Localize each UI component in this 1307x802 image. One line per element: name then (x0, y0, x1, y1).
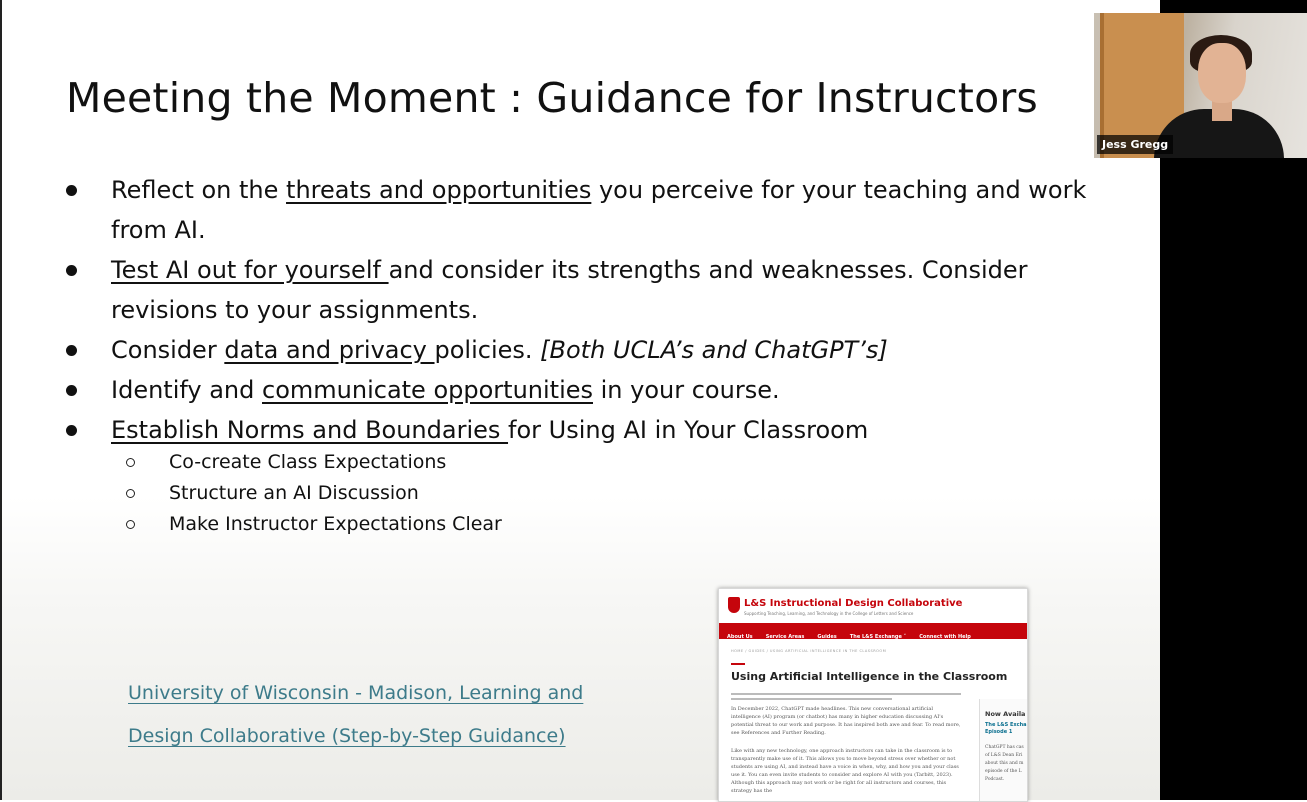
thumb-paragraph-2: Like with any new technology, one approach instructors can take in the classroom is to transparently make use of it. This allows you to move beyond stress over whether or not students are using AI, and instead have a voice in when, why, and how you and your class use it. You can even invite students to consider and explore AI with you (Tarbitt, 2023). Although this approach may not work or be right for all instructors and courses, this strategy has the (731, 748, 959, 794)
thumb-nav-item: Connect with Help (919, 634, 971, 640)
bullet-list (66, 170, 1126, 450)
thumb-nav-item: Service Areas (765, 634, 805, 640)
sub-bullet-text: Make Instructor Expectations Clear (169, 513, 502, 535)
bullet-text: you perceive for your teaching and work from AI. (111, 176, 1087, 244)
bullet-item (66, 410, 1126, 450)
thumb-sidebar-title: Now Availa (985, 710, 1026, 718)
thumb-paragraph-1: In December 2022, ChatGPT made headlines. This new conversational artificial intelligence (AI) program (or chatbot) has many in higher education discussing AI's potential threat to our work and purpose. It has inspired both awe and fear. To read more, see References and Further Reading. (731, 706, 961, 736)
bullet-italic-note: [Both UCLA’s and ChatGPT’s] (540, 336, 888, 364)
sub-bullet-text: Structure an AI Discussion (169, 482, 419, 504)
uw-link-line2[interactable]: Design Collaborative (Step-by-Step Guidance) (128, 725, 566, 747)
thumb-page-title: Using Artificial Intelligence in the Classroom (731, 670, 1008, 683)
thumb-author-lines (731, 693, 961, 703)
thumb-sidebar-link: The L&S Excha Episode 1 (985, 722, 1027, 735)
thumb-nav-item: About Us (727, 634, 753, 640)
bullet-text: and consider its strengths and weaknesses. Consider revisions to your assignments. (111, 256, 1028, 324)
thumb-nav-item: The L&S Exchange ˅ (849, 634, 907, 640)
uw-madison-guidance-link[interactable] (128, 672, 688, 758)
bullet-dot (66, 345, 77, 356)
thumb-sidebar-text: ChatGPT has cas of L&S Dean Eri about this and m episode of the L Podcast. (985, 745, 1024, 782)
bullet-item (66, 330, 1126, 370)
sub-bullet-list (126, 447, 502, 540)
sub-bullet-circle (126, 520, 135, 529)
uw-link-line1[interactable]: University of Wisconsin - Madison, Learning and (128, 682, 584, 704)
test-ai-link[interactable]: Test AI out for yourself (111, 256, 389, 284)
bullet-item (66, 250, 1126, 330)
bullet-text: Reflect on the (111, 176, 287, 204)
thumb-brand: L&S Instructional Design Collaborative (744, 598, 963, 609)
slide-title: Meeting the Moment : Guidance for Instructors (66, 74, 1038, 122)
sub-bullet-text: Co-create Class Expectations (169, 451, 447, 473)
participant-video-tile[interactable] (1094, 13, 1307, 158)
thumb-accent-line (731, 663, 745, 665)
thumb-nav (719, 623, 1027, 639)
participant-name-label: Jess Gregg (1097, 135, 1173, 154)
thumb-header (719, 589, 1027, 623)
bullet-item (66, 170, 1126, 250)
bullet-dot (66, 185, 77, 196)
sub-bullet-item (126, 478, 502, 509)
sub-bullet-item (126, 509, 502, 540)
data-privacy-link[interactable]: data and privacy (224, 336, 435, 364)
bullet-text: for Using AI in Your Classroom (508, 416, 869, 444)
bullet-dot (66, 265, 77, 276)
threats-opportunities-link[interactable]: threats and opportunities (286, 176, 592, 204)
sub-bullet-circle (126, 489, 135, 498)
bullet-text: in your course. (593, 376, 780, 404)
bullet-text: Identify and (111, 376, 263, 404)
bullet-dot (66, 425, 77, 436)
bullet-item (66, 370, 1126, 410)
uw-crest-icon (728, 597, 740, 613)
bullet-text: policies. (434, 336, 541, 364)
bullet-text: Consider (111, 336, 225, 364)
thumb-nav-item: Guides (817, 634, 837, 640)
video-person-face (1198, 43, 1246, 103)
sub-bullet-circle (126, 458, 135, 467)
bullet-dot (66, 385, 77, 396)
thumb-tagline: Supporting Teaching, Learning, and Technology in the College of Letters and Science (744, 611, 914, 616)
norms-boundaries-link[interactable]: Establish Norms and Boundaries (111, 416, 509, 444)
thumb-breadcrumb: HOME / GUIDES / USING ARTIFICIAL INTELLIGENCE IN THE CLASSROOM (731, 649, 887, 653)
sub-bullet-item (126, 447, 502, 478)
website-screenshot-thumbnail (718, 588, 1028, 802)
slide-left-border (0, 0, 2, 800)
communicate-opportunities-link[interactable]: communicate opportunities (262, 376, 593, 404)
